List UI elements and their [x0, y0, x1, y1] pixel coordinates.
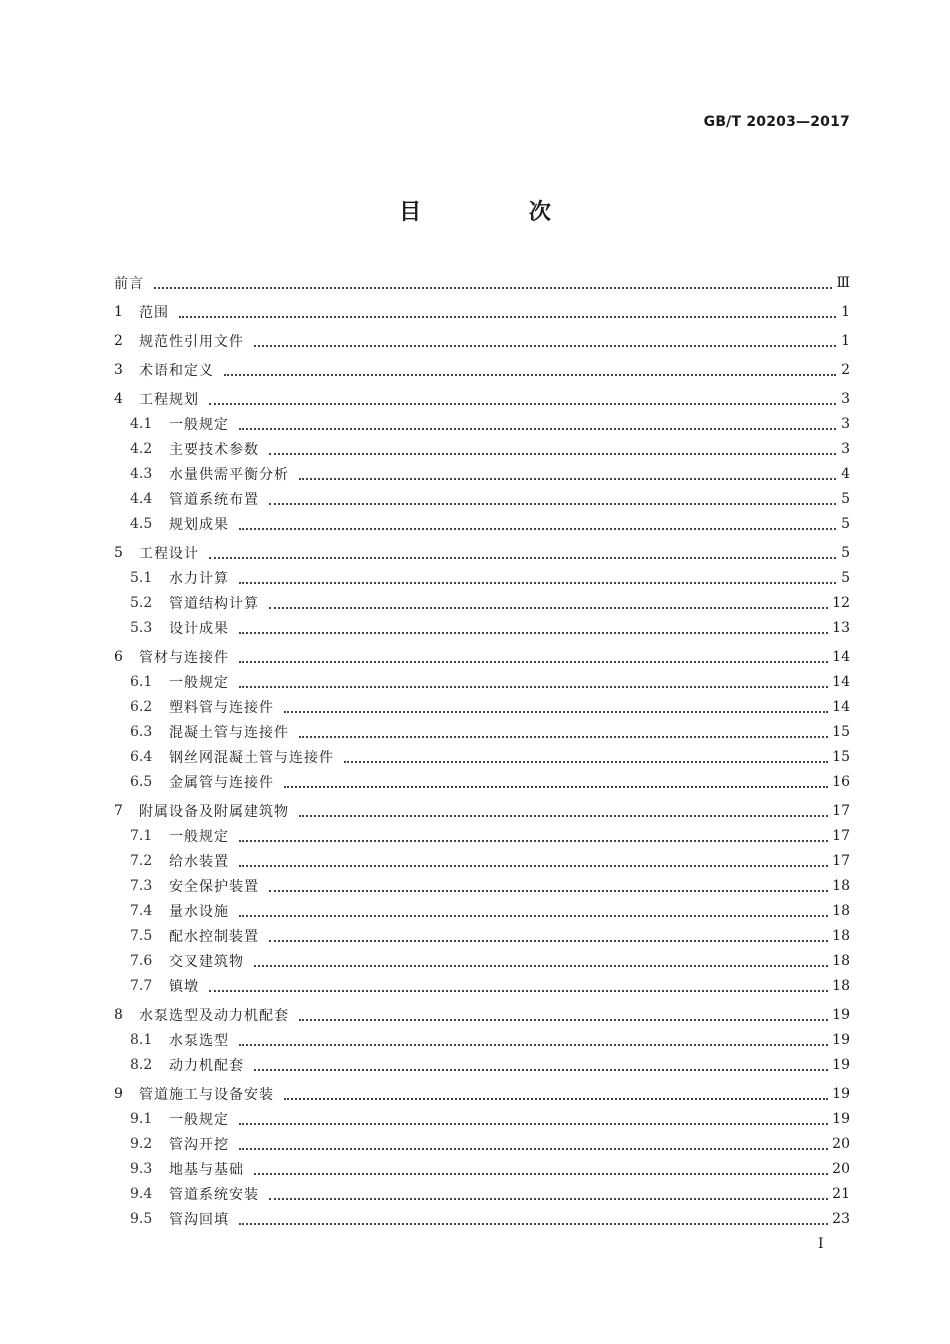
toc-entry-page: 18	[832, 878, 850, 894]
dot-leader	[239, 839, 828, 842]
toc-entry[interactable]	[130, 464, 850, 484]
toc-entry-number: 9.3	[130, 1161, 153, 1177]
toc-entry-page: 12	[832, 595, 850, 611]
dot-leader	[239, 864, 828, 867]
dot-leader	[269, 889, 828, 892]
toc-entry-page: 18	[832, 953, 850, 969]
toc-entry-page: 1	[841, 304, 850, 320]
toc-entry-page: Ⅲ	[836, 275, 850, 291]
toc-entry-number: 6.3	[130, 724, 153, 740]
toc-entry-page: 3	[841, 391, 850, 407]
dot-leader	[284, 785, 828, 788]
toc-entry-page: 20	[832, 1136, 850, 1152]
toc-entry-page: 14	[832, 649, 850, 665]
toc-entry[interactable]	[130, 976, 850, 996]
dot-leader	[239, 1147, 828, 1150]
toc-entry-label: 水泵选型及动力机配套	[139, 1008, 289, 1024]
toc-entry[interactable]	[130, 514, 850, 534]
toc-entry[interactable]	[130, 618, 850, 638]
toc-entry-label: 地基与基础	[169, 1162, 244, 1178]
toc-entry-page: 18	[832, 928, 850, 944]
dot-leader	[209, 556, 836, 559]
toc-entry-number: 8	[114, 1007, 123, 1023]
toc-entry-label: 主要技术参数	[169, 442, 259, 458]
toc-entry-label: 一般规定	[169, 829, 229, 845]
toc-entry-number: 7.6	[130, 953, 153, 969]
dot-leader	[254, 964, 828, 967]
dot-leader	[239, 1122, 828, 1125]
toc-entry-label: 水量供需平衡分析	[169, 467, 289, 483]
toc-entry-page: 20	[832, 1161, 850, 1177]
toc-entry-label: 管沟回填	[169, 1212, 229, 1228]
toc-entry-page: 21	[832, 1186, 850, 1202]
toc-entry-page: 2	[841, 362, 850, 378]
toc-entry[interactable]	[130, 439, 850, 459]
dot-leader	[239, 631, 828, 634]
toc-entry-number: 6.5	[130, 774, 153, 790]
toc-entry-number: 6	[114, 649, 123, 665]
dot-leader	[284, 710, 828, 713]
toc-entry-page: 14	[832, 699, 850, 715]
toc-entry-label: 一般规定	[169, 675, 229, 691]
dot-leader	[254, 1172, 828, 1175]
toc-entry-label: 规划成果	[169, 517, 229, 533]
dot-leader	[299, 735, 828, 738]
toc-entry-number: 6.1	[130, 674, 153, 690]
toc-entry-label: 范围	[139, 305, 169, 321]
toc-entry-page: 5	[841, 516, 850, 532]
toc-entry[interactable]	[130, 951, 850, 971]
toc-entry-page: 5	[841, 491, 850, 507]
dot-leader	[239, 1043, 828, 1046]
toc-entry-number: 5.2	[130, 595, 153, 611]
dot-leader	[269, 502, 836, 505]
toc-entry[interactable]	[130, 672, 850, 692]
toc-entry-number: 7.4	[130, 903, 153, 919]
dot-leader	[239, 527, 836, 530]
toc-entry-label: 管道结构计算	[169, 596, 259, 612]
toc-entry[interactable]	[130, 697, 850, 717]
dot-leader	[269, 1197, 828, 1200]
toc-entry-number: 8.1	[130, 1032, 153, 1048]
footer-page-number: I	[818, 1236, 824, 1252]
toc-entry-page: 14	[832, 674, 850, 690]
toc-entry[interactable]	[114, 331, 850, 351]
toc-entry-number: 5.1	[130, 570, 153, 586]
toc-entry-page: 17	[832, 803, 850, 819]
toc-entry-label: 工程规划	[139, 392, 199, 408]
dot-leader	[284, 1097, 828, 1100]
toc-entry[interactable]	[130, 489, 850, 509]
dot-leader	[299, 477, 836, 480]
dot-leader	[254, 1068, 828, 1071]
toc-entry-page: 23	[832, 1211, 850, 1227]
toc-entry[interactable]	[130, 414, 850, 434]
toc-entry-number: 7.3	[130, 878, 153, 894]
toc-entry-label: 管沟开挖	[169, 1137, 229, 1153]
toc-entry-label: 管道施工与设备安装	[139, 1087, 274, 1103]
toc-entry-number: 7.1	[130, 828, 153, 844]
dot-leader	[239, 685, 828, 688]
toc-entry-page: 15	[832, 749, 850, 765]
toc-entry-page: 18	[832, 978, 850, 994]
toc-entry-page: 19	[832, 1086, 850, 1102]
toc-entry[interactable]	[130, 1209, 850, 1229]
toc-entry-label: 镇墩	[169, 979, 199, 995]
toc-entry-label: 金属管与连接件	[169, 775, 274, 791]
dot-leader	[209, 989, 828, 992]
toc-entry-label: 管材与连接件	[139, 650, 229, 666]
toc-entry[interactable]	[114, 801, 850, 821]
toc-entry-page: 19	[832, 1032, 850, 1048]
toc-entry-number: 9	[114, 1086, 123, 1102]
toc-entry-label: 交叉建筑物	[169, 954, 244, 970]
toc-entry[interactable]	[130, 926, 850, 946]
toc-entry-label: 工程设计	[139, 546, 199, 562]
toc-entry[interactable]	[114, 1084, 850, 1104]
dot-leader	[269, 939, 828, 942]
toc-entry[interactable]	[130, 1184, 850, 1204]
toc-entry-page: 19	[832, 1111, 850, 1127]
toc-entry[interactable]	[130, 593, 850, 613]
dot-leader	[209, 402, 836, 405]
toc-entry[interactable]	[130, 747, 850, 767]
toc-entry-number: 4.5	[130, 516, 153, 532]
dot-leader	[269, 452, 836, 455]
toc-entry[interactable]	[114, 389, 850, 409]
toc-entry[interactable]	[130, 1030, 850, 1050]
dot-leader	[344, 760, 828, 763]
toc-entry-number: 7	[114, 803, 123, 819]
toc-entry[interactable]	[130, 1109, 850, 1129]
dot-leader	[224, 373, 836, 376]
dot-leader	[239, 660, 828, 663]
toc-entry-number: 1	[114, 304, 123, 320]
toc-entry-number: 7.7	[130, 978, 153, 994]
toc-entry-number: 5.3	[130, 620, 153, 636]
toc-entry-page: 13	[832, 620, 850, 636]
dot-leader	[239, 581, 836, 584]
toc-entry[interactable]	[130, 901, 850, 921]
toc-entry-label: 规范性引用文件	[139, 334, 244, 350]
standard-code: GB/T 20203—2017	[703, 114, 850, 130]
toc-entry-label: 水力计算	[169, 571, 229, 587]
dot-leader	[254, 344, 836, 347]
toc-entry-label: 混凝土管与连接件	[169, 725, 289, 741]
toc-entry-page: 15	[832, 724, 850, 740]
toc-entry[interactable]	[130, 1159, 850, 1179]
toc-entry[interactable]	[130, 876, 850, 896]
toc-entry-label: 一般规定	[169, 1112, 229, 1128]
dot-leader	[154, 286, 832, 289]
toc-entry-label: 配水控制装置	[169, 929, 259, 945]
dot-leader	[299, 1018, 828, 1021]
toc-entry[interactable]	[114, 273, 850, 293]
toc-entry-page: 16	[832, 774, 850, 790]
toc-entry-page: 17	[832, 853, 850, 869]
toc-entry[interactable]	[114, 360, 850, 380]
dot-leader	[269, 606, 828, 609]
toc-entry[interactable]	[130, 826, 850, 846]
toc-entry-label: 前言	[114, 276, 144, 292]
toc-entry[interactable]	[114, 302, 850, 322]
toc-entry-number: 4	[114, 391, 123, 407]
toc-entry-number: 8.2	[130, 1057, 153, 1073]
toc-entry[interactable]	[130, 772, 850, 792]
toc-entry-number: 6.4	[130, 749, 153, 765]
toc-entry-number: 3	[114, 362, 123, 378]
toc-entry-page: 19	[832, 1007, 850, 1023]
toc-entry-number: 9.5	[130, 1211, 153, 1227]
toc-entry-number: 5	[114, 545, 123, 561]
toc-entry-page: 5	[841, 545, 850, 561]
toc-entry-number: 9.2	[130, 1136, 153, 1152]
toc-entry-label: 塑料管与连接件	[169, 700, 274, 716]
toc-entry[interactable]	[130, 851, 850, 871]
toc-entry-number: 4.2	[130, 441, 153, 457]
toc-entry[interactable]	[130, 568, 850, 588]
toc-entry-number: 9.4	[130, 1186, 153, 1202]
toc-entry-number: 9.1	[130, 1111, 153, 1127]
toc-entry-label: 动力机配套	[169, 1058, 244, 1074]
toc-entry-label: 水泵选型	[169, 1033, 229, 1049]
toc-entry-number: 7.2	[130, 853, 153, 869]
toc-entry-number: 4.4	[130, 491, 153, 507]
page-title: 目 次	[399, 200, 601, 225]
toc-entry-page: 18	[832, 903, 850, 919]
toc-entry-number: 6.2	[130, 699, 153, 715]
toc-entry-page: 1	[841, 333, 850, 349]
dot-leader	[239, 1222, 828, 1225]
dot-leader	[239, 914, 828, 917]
toc-entry[interactable]	[114, 647, 850, 667]
toc-entry-page: 4	[841, 466, 850, 482]
toc-entry-page: 3	[841, 441, 850, 457]
toc-entry-label: 量水设施	[169, 904, 229, 920]
toc-entry-number: 7.5	[130, 928, 153, 944]
toc-entry[interactable]	[114, 1005, 850, 1025]
toc-entry[interactable]	[130, 1055, 850, 1075]
toc-entry-number: 4.3	[130, 466, 153, 482]
toc-entry-label: 钢丝网混凝土管与连接件	[169, 750, 334, 766]
toc-entry[interactable]	[130, 722, 850, 742]
toc-entry-label: 附属设备及附属建筑物	[139, 804, 289, 820]
toc-entry-page: 5	[841, 570, 850, 586]
toc-entry-page: 3	[841, 416, 850, 432]
toc-entry[interactable]	[130, 1134, 850, 1154]
toc-entry-label: 给水装置	[169, 854, 229, 870]
toc-entry-label: 安全保护装置	[169, 879, 259, 895]
dot-leader	[239, 427, 836, 430]
toc-entry-label: 设计成果	[169, 621, 229, 637]
toc-entry-page: 17	[832, 828, 850, 844]
toc-entry[interactable]	[114, 543, 850, 563]
toc-entry-number: 4.1	[130, 416, 153, 432]
toc-entry-page: 19	[832, 1057, 850, 1073]
toc-entry-label: 管道系统安装	[169, 1187, 259, 1203]
toc-entry-label: 一般规定	[169, 417, 229, 433]
dot-leader	[179, 315, 836, 318]
toc-entry-number: 2	[114, 333, 123, 349]
toc-entry-label: 管道系统布置	[169, 492, 259, 508]
dot-leader	[299, 814, 828, 817]
toc-entry-label: 术语和定义	[139, 363, 214, 379]
